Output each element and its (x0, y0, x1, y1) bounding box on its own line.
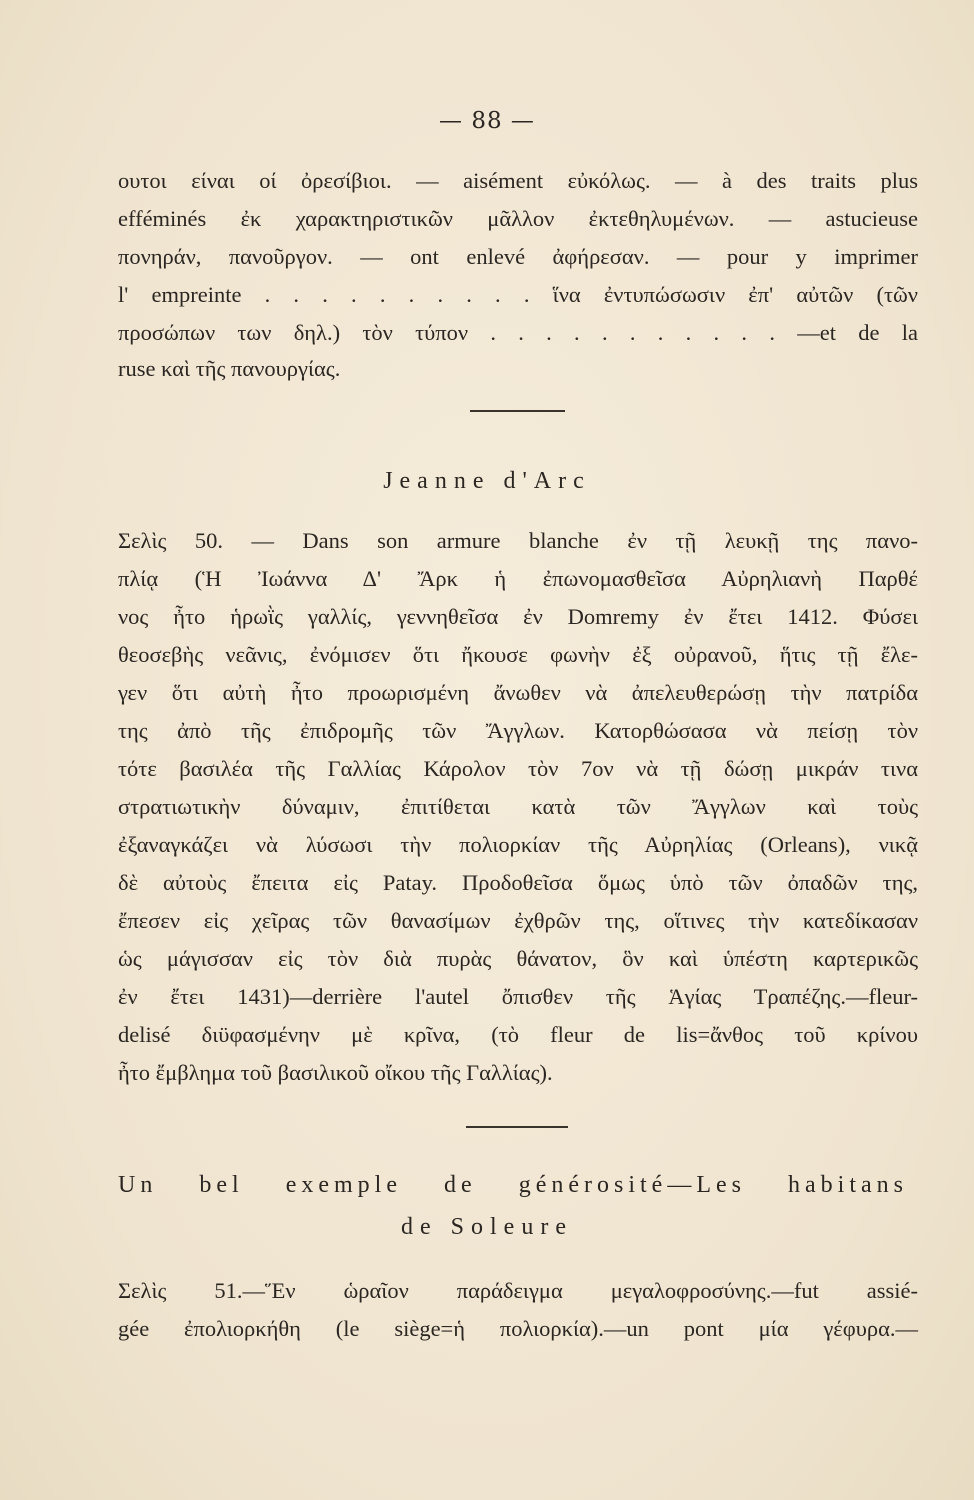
text-line: delisé διϋφασμένην μὲ κρῖνα, (τὸ fleur de lis=ἄνθος τοῦ κρίνου (118, 1022, 918, 1047)
text-line: στρατιωτικὴν δύναμιν, ἐπιτίθεται κατὰ τῶν Ἄγγλων καὶ τοὺς (118, 794, 918, 819)
text-line: ἐν ἔτει 1431)—derrière l'autel ὄπισθεν τῆς Ἁγίας Τραπέζης.—fleur- (118, 984, 918, 1009)
page-number: — 88 — (439, 108, 535, 134)
text-line: τότε βασιλέα τῆς Γαλλίας Κάρολον τὸν 7ον νὰ τῇ δώσῃ μικράν τινα (118, 756, 918, 781)
section-heading: Un bel exemple de générosité—Les habitans (118, 1172, 908, 1198)
text-line: ἔπεσεν εἰς χεῖρας τῶν θανασίμων ἐχθρῶν της, οἵτινες τὴν κατεδίκασαν (118, 908, 918, 933)
text-line: Σελὶς 51.—Ἕν ὡραῖον παράδειγμα μεγαλοφροσύνης.—fut assié- (118, 1278, 918, 1303)
text-line: ὡς μάγισσαν εἰς τὸν διὰ πυρὰς θάνατον, ὃν καὶ ὑπέστη καρτερικῶς (118, 946, 918, 971)
section-divider (466, 1126, 568, 1128)
text-line: προσώπων των δηλ.) τὸν τύπον . . . . . . . . . . . —et de la (118, 320, 918, 345)
text-line: πονηράν, πανοῦργον. — ont enlevé ἀφήρεσαν. — pour y imprimer (118, 244, 918, 269)
section-heading: Jeanne d'Arc (383, 468, 591, 494)
section-heading-continued: de Soleure (401, 1214, 573, 1240)
text-line: θεοσεβὴς νεᾶνις, ἐνόμισεν ὅτι ἤκουσε φωνὴν ἐξ οὐρανοῦ, ἥτις τῇ ἔλε- (118, 642, 918, 667)
text-line: Σελὶς 50. — Dans son armure blanche ἐν τῇ λευκῇ της πανο- (118, 528, 918, 553)
text-line: της ἀπὸ τῆς ἐπιδρομῆς τῶν Ἄγγλων. Κατορθώσασα νὰ πείσῃ τὸν (118, 718, 918, 743)
text-line: ἦτο ἔμβλημα τοῦ βασιλικοῦ οἴκου τῆς Γαλλίας). (118, 1060, 553, 1085)
text-line: ουτοι είναι οί ὀρεσίβιοι. — aisément εὐκόλως. — à des traits plus (118, 168, 918, 193)
text-line: πλίᾳ (Ἡ Ἰωάννα Δ' Ἄρκ ἡ ἐπωνομασθεῖσα Αὐρηλιανὴ Παρθέ (118, 566, 918, 591)
text-line: νος ἦτο ἡρωῒς γαλλίς, γεννηθεῖσα ἐν Domremy ἐν ἔτει 1412. Φύσει (118, 604, 918, 629)
text-line: ruse καὶ τῆς πανουργίας. (118, 356, 341, 381)
section-divider (470, 410, 565, 412)
text-line: gée ἐπολιορκήθη (le siège=ἡ πολιορκία).—un pont μία γέφυρα.— (118, 1316, 918, 1341)
text-line: ἐξαναγκάζει νὰ λύσωσι τὴν πολιορκίαν τῆς Αὐρηλίας (Orleans), νικᾷ (118, 832, 918, 857)
text-line: γεν ὅτι αὐτὴ ἦτο προωρισμένη ἄνωθεν νὰ ἀπελευθερώσῃ τὴν πατρίδα (118, 680, 918, 705)
text-line: l' empreinte . . . . . . . . . . ἵνα ἐντυπώσωσιν ἐπ' αὐτῶν (τῶν (118, 282, 918, 307)
text-line: efféminés ἐκ χαρακτηριστικῶν μᾶλλον ἐκτεθηλυμένων. — astucieuse (118, 206, 918, 231)
text-line: δὲ αὐτοὺς ἔπειτα εἰς Patay. Προδοθεῖσα ὅμως ὑπὸ τῶν ὀπαδῶν της, (118, 870, 918, 895)
